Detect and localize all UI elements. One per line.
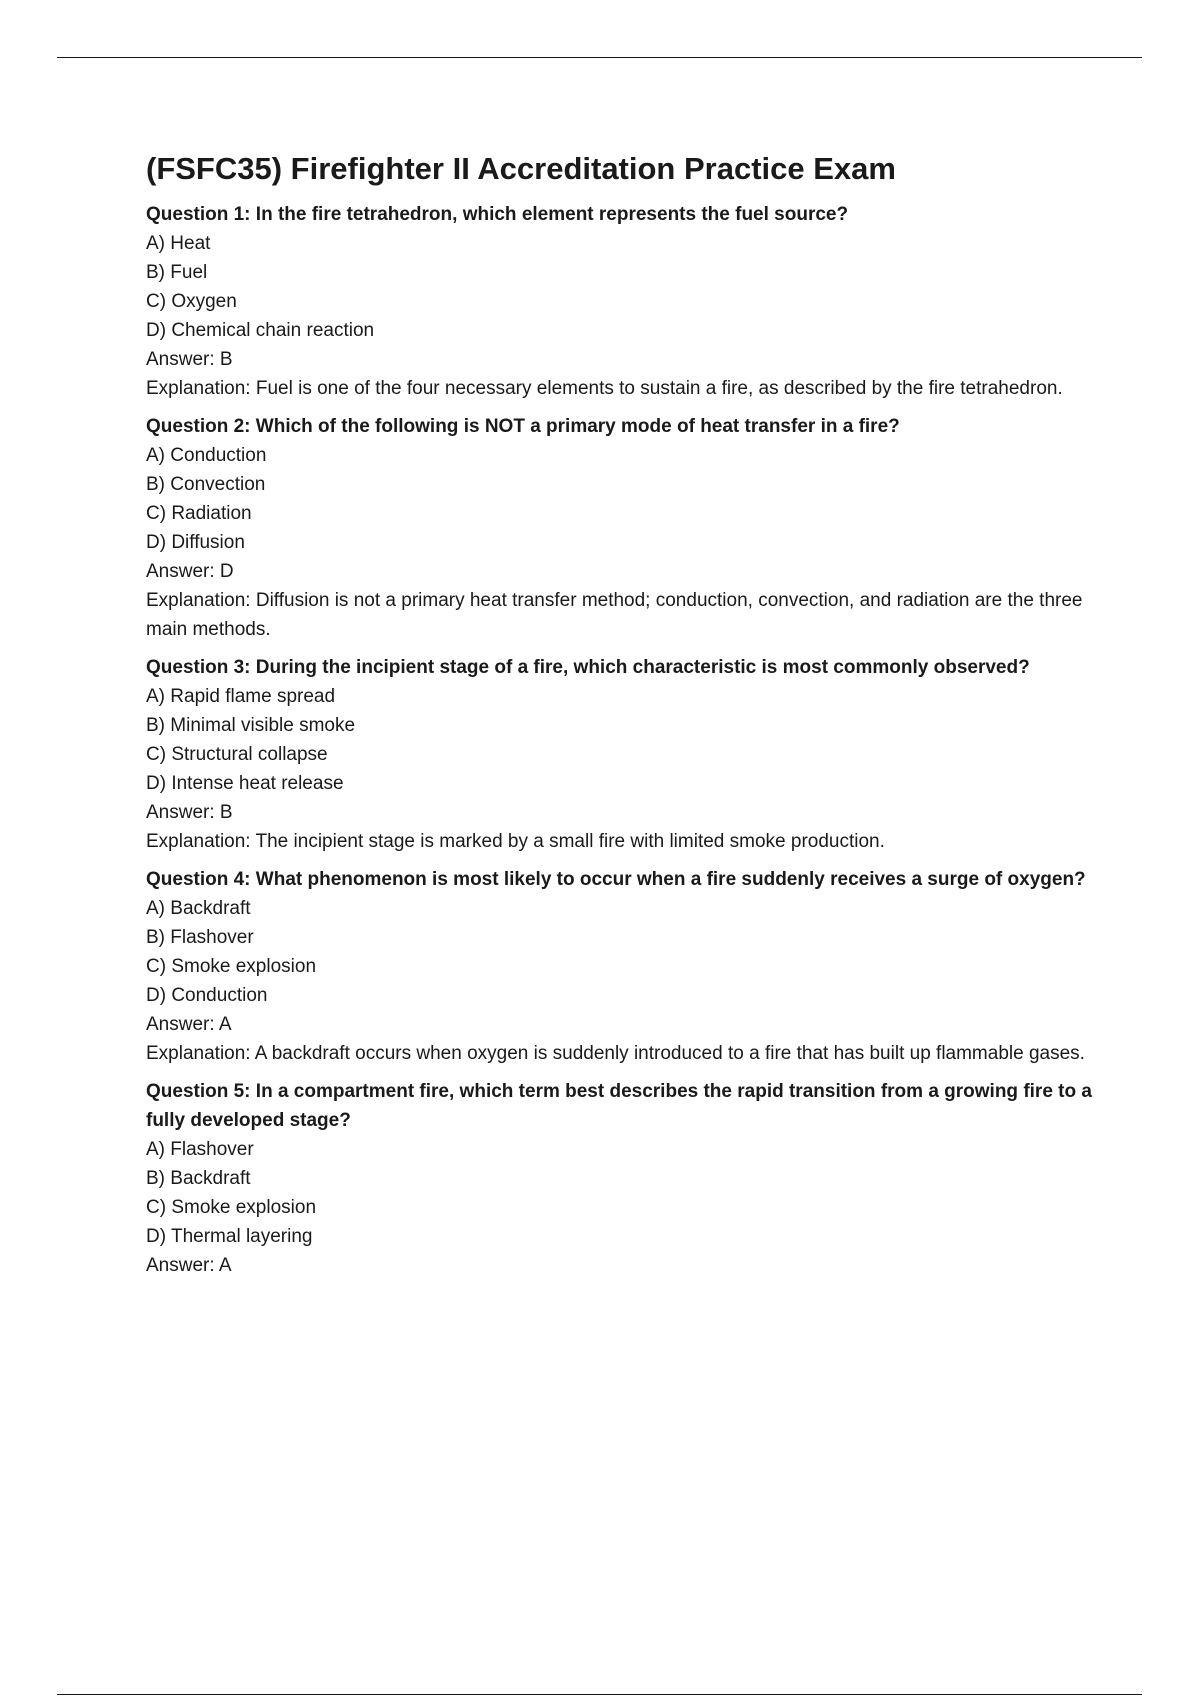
explanation-text: Explanation: The incipient stage is marked by a small fire with limited smoke production.	[146, 831, 885, 852]
answer-line: Answer: D	[146, 561, 234, 582]
option-a: A) Conduction	[146, 445, 267, 466]
option-a: A) Flashover	[146, 1139, 254, 1160]
option-a: A) Backdraft	[146, 898, 251, 919]
explanation-text: Explanation: Fuel is one of the four necessary elements to sustain a fire, as described by the fire tetrahedron.	[146, 378, 1063, 399]
bottom-rule	[57, 1694, 1142, 1695]
answer-line: Answer: A	[146, 1255, 232, 1276]
explanation-text: Explanation: Diffusion is not a primary heat transfer method; conduction, convection, and radiation are the three main methods.	[146, 590, 1083, 640]
question-block-2	[146, 412, 1096, 644]
option-c: C) Smoke explosion	[146, 956, 317, 977]
option-b: B) Backdraft	[146, 1168, 251, 1189]
option-d: D) Chemical chain reaction	[146, 320, 375, 341]
top-rule	[57, 57, 1142, 58]
explanation-text: Explanation: A backdraft occurs when oxygen is suddenly introduced to a fire that has built up flammable gases.	[146, 1043, 1085, 1064]
option-d: D) Conduction	[146, 985, 268, 1006]
option-c: C) Smoke explosion	[146, 1197, 317, 1218]
question-text: Question 3: During the incipient stage of a fire, which characteristic is most commonly observed?	[146, 657, 1030, 678]
answer-line: Answer: A	[146, 1014, 232, 1035]
option-d: D) Diffusion	[146, 532, 245, 553]
option-b: B) Fuel	[146, 262, 208, 283]
answer-line: Answer: B	[146, 349, 233, 370]
question-block-4	[146, 865, 1096, 1068]
question-block-1	[146, 200, 1096, 403]
option-d: D) Thermal layering	[146, 1226, 313, 1247]
question-text: Question 1: In the fire tetrahedron, which element represents the fuel source?	[146, 204, 849, 225]
question-block-5	[146, 1077, 1096, 1280]
option-c: C) Structural collapse	[146, 744, 328, 765]
option-a: A) Rapid flame spread	[146, 686, 336, 707]
option-c: C) Oxygen	[146, 291, 237, 312]
answer-line: Answer: B	[146, 802, 233, 823]
option-b: B) Convection	[146, 474, 266, 495]
option-a: A) Heat	[146, 233, 211, 254]
option-b: B) Minimal visible smoke	[146, 715, 356, 736]
question-text: Question 2: Which of the following is NOT a primary mode of heat transfer in a fire?	[146, 416, 900, 437]
question-text: Question 5: In a compartment fire, which term best describes the rapid transition from a growing fire to a fully developed stage?	[146, 1081, 1092, 1131]
option-c: C) Radiation	[146, 503, 252, 524]
option-b: B) Flashover	[146, 927, 254, 948]
question-block-3	[146, 653, 1096, 856]
page-title: (FSFC35) Firefighter II Accreditation Practice Exam	[146, 151, 896, 186]
question-text: Question 4: What phenomenon is most likely to occur when a fire suddenly receives a surge of oxygen?	[146, 869, 1086, 890]
option-d: D) Intense heat release	[146, 773, 344, 794]
document-content	[146, 146, 1096, 1289]
